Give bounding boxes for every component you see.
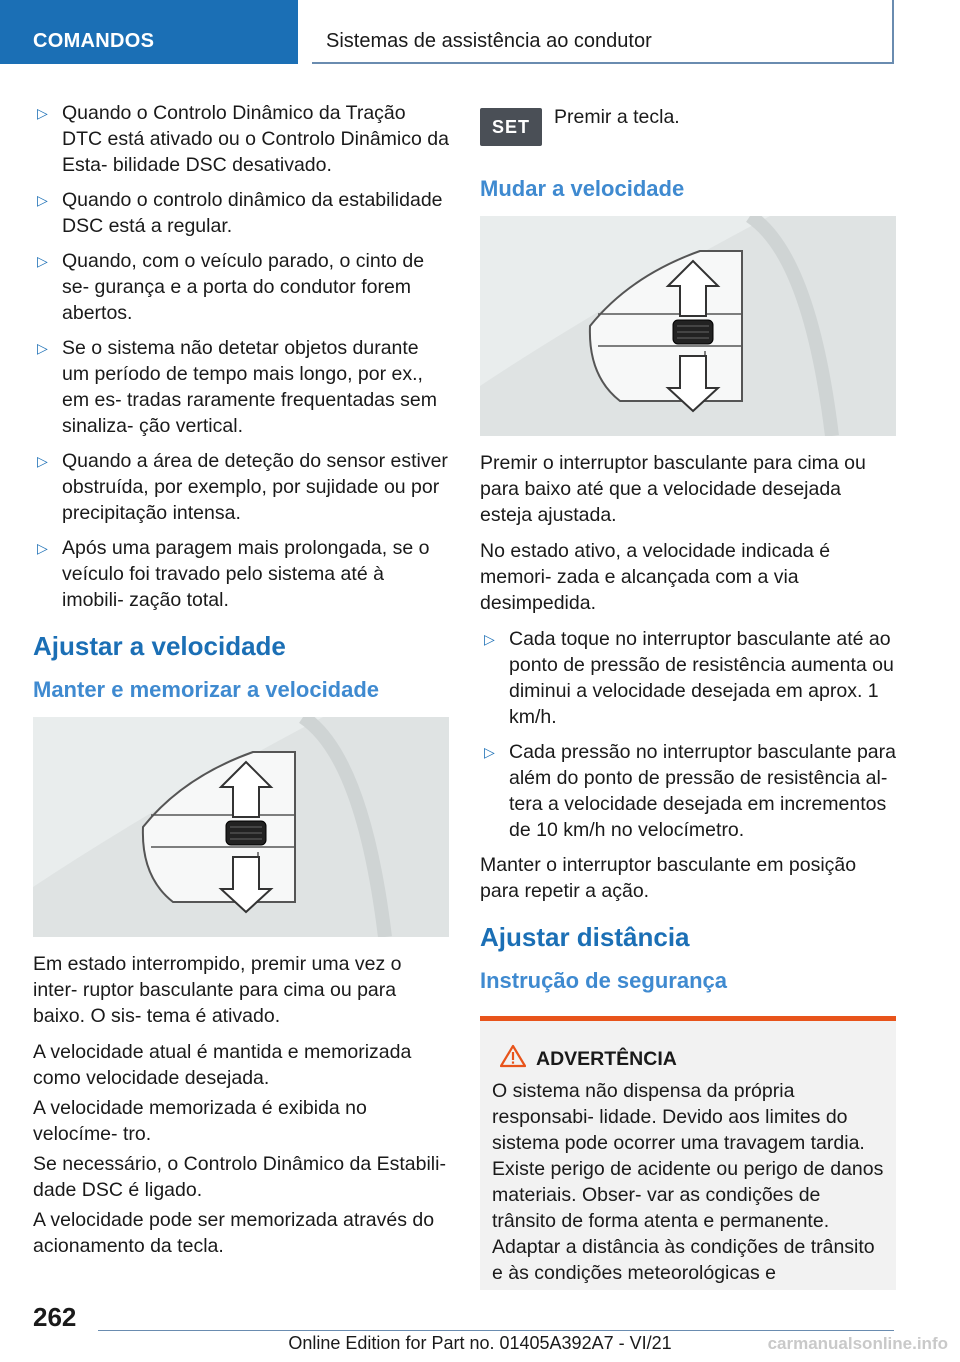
paragraph: A velocidade atual é mantida e memorizada como velocidade desejada. — [33, 1041, 412, 1089]
list-item: ▷ Cada pressão no interruptor basculante para além do ponto de pressão de resistência al- tera a velocidade desejada em incrementos de 10 km/h no velocímetro. — [484, 741, 896, 841]
header-section — [0, 0, 298, 64]
triangle-bullet-icon: ▷ — [37, 540, 48, 556]
paragraph: A velocidade memorizada é exibida no velocíme- tro. — [33, 1097, 367, 1145]
footer-divider — [98, 1330, 894, 1331]
triangle-bullet-icon: ▷ — [37, 340, 48, 356]
list-item: ▷ Após uma paragem mais prolongada, se o veículo foi travado pelo sistema até à imobili- zação total. — [37, 537, 430, 611]
heading-keep-speed: Manter e memorizar a velocidade — [33, 677, 380, 702]
left-column — [33, 100, 449, 1269]
paragraph: Se necessário, o Controlo Dinâmico da Estabili- dade DSC é ligado. — [33, 1153, 446, 1201]
heading-adjust-speed: Ajustar a velocidade — [33, 631, 286, 661]
warning-box — [480, 1016, 896, 1290]
triangle-bullet-icon: ▷ — [37, 105, 48, 121]
watermark: carmanualsonline.info — [767, 1334, 948, 1353]
triangle-bullet-icon: ▷ — [484, 631, 495, 647]
triangle-bullet-icon: ▷ — [37, 192, 48, 208]
list-item: ▷ Quando o controlo dinâmico da estabilidade DSC está a regular. — [37, 189, 443, 237]
set-key-icon: SET — [480, 108, 542, 146]
paragraph: Premir o interruptor basculante para cima ou para baixo até que a velocidade desejada esteja ajustada. — [480, 452, 866, 526]
paragraph: Em estado interrompido, premir uma vez o inter- ruptor basculante para cima ou para baixo. O sis- tema é ativado. — [33, 953, 402, 1027]
triangle-bullet-icon: ▷ — [37, 453, 48, 469]
header-chapter — [312, 0, 894, 64]
warning-text: O sistema não dispensa da própria responsabi- lidade. Devido aos limites do sistema pode ocorrer uma travagem tardia. Existe perigo de acidente ou perigo de danos materiais. Obser- var as condições de trânsito de forma atenta e permanente. Adaptar a distância às condições de trânsito e às condições meteorológicas e — [492, 1080, 884, 1284]
page-number: 262 — [33, 1302, 77, 1332]
paragraph: A velocidade pode ser memorizada através do acionamento da tecla. — [33, 1209, 435, 1257]
footer-edition: Online Edition for Part no. 01405A392A7 - VI/21 — [288, 1333, 672, 1353]
list-item: ▷ Cada toque no interruptor basculante até ao ponto de pressão de resistência aumenta ou diminui a velocidade desejada em aprox. 1 km/h. — [484, 628, 894, 728]
steering-wheel-switch-icon — [480, 216, 896, 436]
heading-adjust-distance: Ajustar distância — [480, 922, 690, 952]
rocker-switch-illustration — [480, 216, 896, 436]
paragraph: No estado ativo, a velocidade indicada é memori- zada e alcançada com a via desimpedida. — [480, 540, 831, 614]
list-item: ▷ Quando, com o veículo parado, o cinto de se- gurança e a porta do condutor forem abertos. — [37, 250, 425, 324]
list-item: ▷ Quando o Controlo Dinâmico da Tração DTC está ativado ou o Controlo Dinâmico da Esta- bilidade DSC desativado. — [37, 102, 449, 176]
set-key-text: Premir a tecla. — [554, 106, 680, 128]
right-column — [480, 100, 896, 1290]
warning-title: ADVERTÊNCIA — [492, 1046, 884, 1072]
triangle-bullet-icon: ▷ — [484, 744, 495, 760]
heading-change-speed: Mudar a velocidade — [480, 176, 685, 201]
speed-step-list — [480, 626, 896, 843]
condition-list — [33, 100, 449, 613]
rocker-switch-illustration — [33, 717, 449, 937]
warning-triangle-icon — [500, 1044, 526, 1075]
heading-safety: Instrução de segurança — [480, 968, 727, 993]
triangle-bullet-icon: ▷ — [37, 253, 48, 269]
list-item: ▷ Quando a área de deteção do sensor estiver obstruída, por exemplo, por sujidade ou por precipitação intensa. — [37, 450, 448, 524]
chapter-title: Sistemas de assistência ao condutor — [326, 30, 652, 52]
list-item: ▷ Se o sistema não detetar objetos durante um período de tempo mais longo, por ex., em es- tradas raramente frequentadas sem sinaliza- ção vertical. — [37, 337, 438, 437]
section-title: COMANDOS — [33, 30, 155, 52]
steering-wheel-switch-icon — [33, 717, 449, 937]
set-key-row — [480, 100, 896, 148]
paragraph: Manter o interruptor basculante em posição para repetir a ação. — [480, 854, 857, 902]
